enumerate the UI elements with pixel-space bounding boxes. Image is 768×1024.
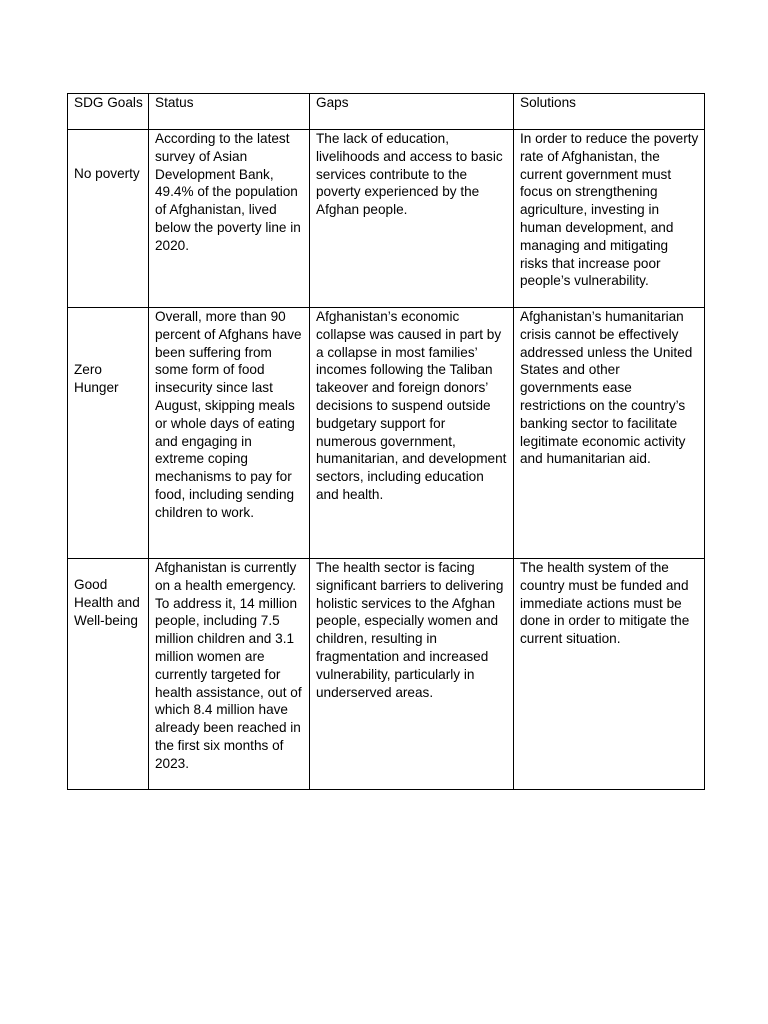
gaps-cell [310, 559, 514, 790]
gaps-cell [310, 308, 514, 559]
table-row [68, 308, 705, 559]
gaps-text: The health sector is facing significant barriers to delivering holistic services to the Afghan people, especially women and children, resulting in fragmentation and increased vulnerability, particularly in underserved areas. [316, 560, 504, 700]
status-text: Afghanistan is currently on a health emergency. To address it, 14 million people, including 7.5 million children and 3.1 million women are currently targeted for health assistance, out of which 8.4 million have already been reached in the first six months of 2023. [155, 560, 302, 771]
status-cell [149, 130, 310, 308]
solutions-text: Afghanistan’s humanitarian crisis cannot be effectively addressed unless the United States and other governments ease restrictions on the country’s banking sector to facilitate legitimate economic activity and humanitarian aid. [520, 309, 693, 467]
goal-cell [68, 130, 149, 308]
sdg-table [67, 93, 705, 790]
solutions-text: The health system of the country must be funded and immediate actions must be done in order to mitigate the current situation. [520, 560, 690, 647]
status-cell [149, 308, 310, 559]
solutions-text: In order to reduce the poverty rate of Afghanistan, the current government must focus on strengthening agriculture, investing in human development, and managing and mitigating risks that increase poor people’s vulnerability. [520, 131, 699, 289]
solutions-cell [514, 308, 705, 559]
header-sdg-goals: SDG Goals [68, 94, 149, 130]
status-cell [149, 559, 310, 790]
header-status: Status [149, 94, 310, 130]
goal-label: Zero Hunger [74, 362, 119, 395]
header-solutions: Solutions [514, 94, 705, 130]
gaps-cell [310, 130, 514, 308]
goal-label: No poverty [74, 166, 140, 181]
gaps-text: The lack of education, livelihoods and access to basic services contribute to the poverty experienced by the Afghan people. [316, 131, 503, 218]
table-row [68, 130, 705, 308]
status-text: According to the latest survey of Asian Development Bank, 49.4% of the population of Afghanistan, lived below the poverty line in 2020. [155, 131, 301, 253]
header-gaps: Gaps [310, 94, 514, 130]
table-header-row [68, 94, 705, 130]
table-row [68, 559, 705, 790]
solutions-cell [514, 559, 705, 790]
solutions-cell [514, 130, 705, 308]
status-text: Overall, more than 90 percent of Afghans have been suffering from some form of food insecurity since last August, skipping meals or whole days of eating and engaging in extreme coping mechanisms to pay for food, including sending children to work. [155, 309, 302, 520]
goal-cell [68, 308, 149, 559]
goal-label: Good Health and Well-being [74, 577, 140, 628]
goal-cell [68, 559, 149, 790]
gaps-text: Afghanistan’s economic collapse was caused in part by a collapse in most families’ incomes following the Taliban takeover and foreign donors’ decisions to suspend outside budgetary support for numerous government, humanitarian, and development sectors, including education and health. [316, 309, 507, 502]
